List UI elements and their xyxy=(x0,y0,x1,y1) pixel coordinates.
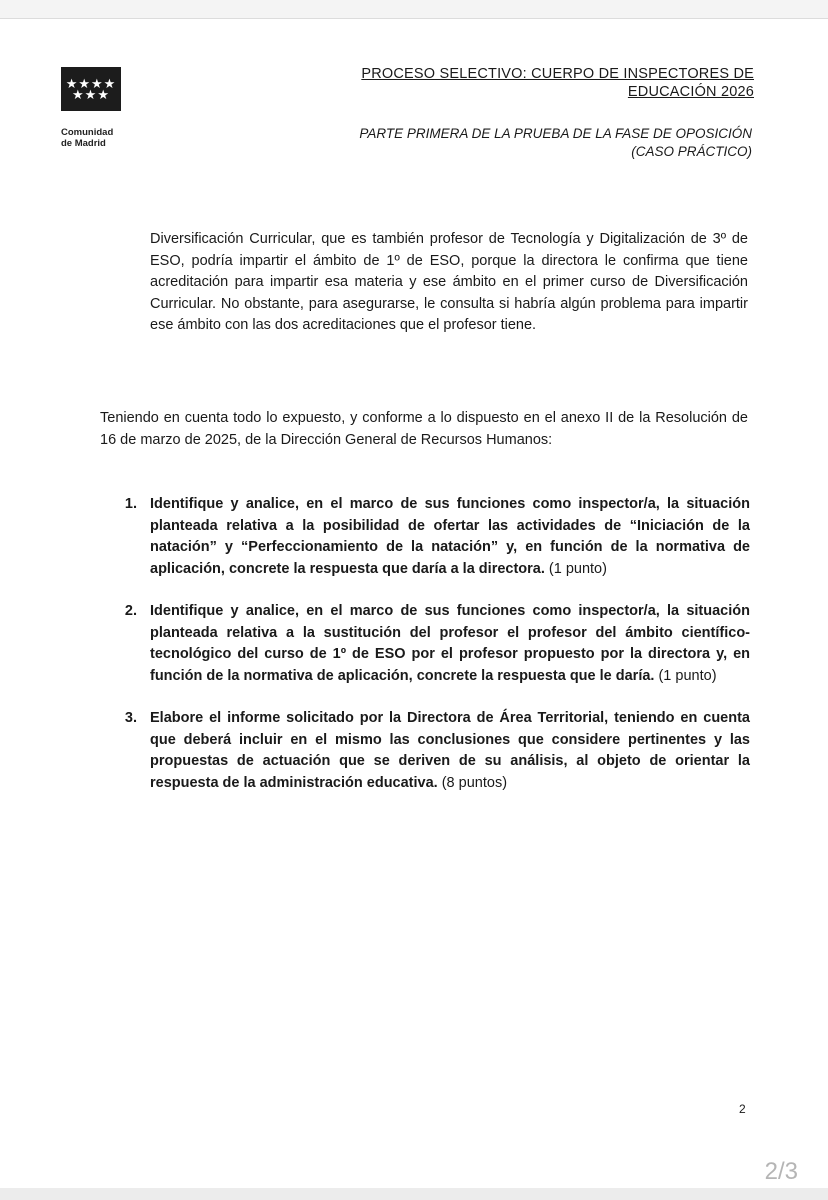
document-title-line1: PROCESO SELECTIVO: CUERPO DE INSPECTORES DE xyxy=(361,66,754,82)
document-title xyxy=(284,65,754,101)
question-text xyxy=(150,708,750,794)
logo-caption xyxy=(61,127,131,149)
question-item xyxy=(100,601,750,687)
question-text xyxy=(150,494,750,580)
question-number: 1. xyxy=(124,496,137,512)
question-statement: Identifique y analice, en el marco de sus funciones como inspector/a, la situación planteada relativa a la posibilidad de ofertar las actividades de “Iniciación de la natación” y “Perfeccionamiento de la natación” y, en función de la normativa de aplicación, concrete la respuesta que daría a la directora. xyxy=(150,496,750,577)
question-text xyxy=(150,601,750,687)
logo-stars-bottom: ★★★ xyxy=(72,87,110,102)
viewer-top-bar xyxy=(0,0,828,19)
question-number: 3. xyxy=(124,710,137,726)
page-number: 2 xyxy=(739,1102,746,1116)
logo-caption-line1: Comunidad xyxy=(61,127,114,138)
document-subtitle-line1: PARTE PRIMERA DE LA PRUEBA DE LA FASE DE OPOSICIÓN xyxy=(359,126,752,141)
logo-caption-line2: de Madrid xyxy=(61,138,106,149)
question-number: 2. xyxy=(124,603,137,619)
question-statement: Elabore el informe solicitado por la Directora de Área Territorial, teniendo en cuenta que deberá incluir en el mismo las conclusiones que considere pertinentes y las propuestas de actuación que se deriven de su análisis, al objeto de orientar la respuesta de la administración educativa. xyxy=(150,710,750,791)
question-item xyxy=(100,708,750,794)
document-subtitle-line2: (CASO PRÁCTICO) xyxy=(631,144,752,159)
question-statement: Identifique y analice, en el marco de sus funciones como inspector/a, la situación planteada relativa a la sustitución del profesor el profesor del ámbito científico-tecnológico del curso de 1º de ESO por el profesor propuesto por la directora y, en función de la normativa de aplicación, concrete la respuesta que le daría. xyxy=(150,603,750,684)
question-list xyxy=(100,494,750,815)
document-subtitle xyxy=(282,125,752,161)
question-item xyxy=(100,494,750,580)
continuation-paragraph: Diversificación Curricular, que es también profesor de Tecnología y Digitalización de 3º de ESO, podría impartir el ámbito de 1º de ESO, porque la directora le confirma que tiene acreditación para impartir esa materia y ese ámbito en el primer curso de Diversificación Curricular. No obstante, para asegurarse, le consulta si habría algún problema para impartir ese ámbito con las dos acreditaciones que el profesor tiene. xyxy=(150,231,748,333)
question-points: (8 puntos) xyxy=(437,774,508,791)
question-points: (1 punto) xyxy=(544,560,607,577)
instructions-paragraph: Teniendo en cuenta todo lo expuesto, y conforme a lo dispuesto en el anexo II de la Resolución de 16 de marzo de 2025, de la Dirección General de Recursos Humanos: xyxy=(100,410,748,448)
viewer-page-counter: 2/3 xyxy=(764,1158,798,1185)
document-title-line2: EDUCACIÓN 2026 xyxy=(627,84,754,100)
comunidad-madrid-logo xyxy=(61,67,121,111)
logo-stars-top: ★★★★ xyxy=(65,76,117,91)
question-points: (1 punto) xyxy=(654,667,717,684)
document-page xyxy=(0,19,828,1188)
